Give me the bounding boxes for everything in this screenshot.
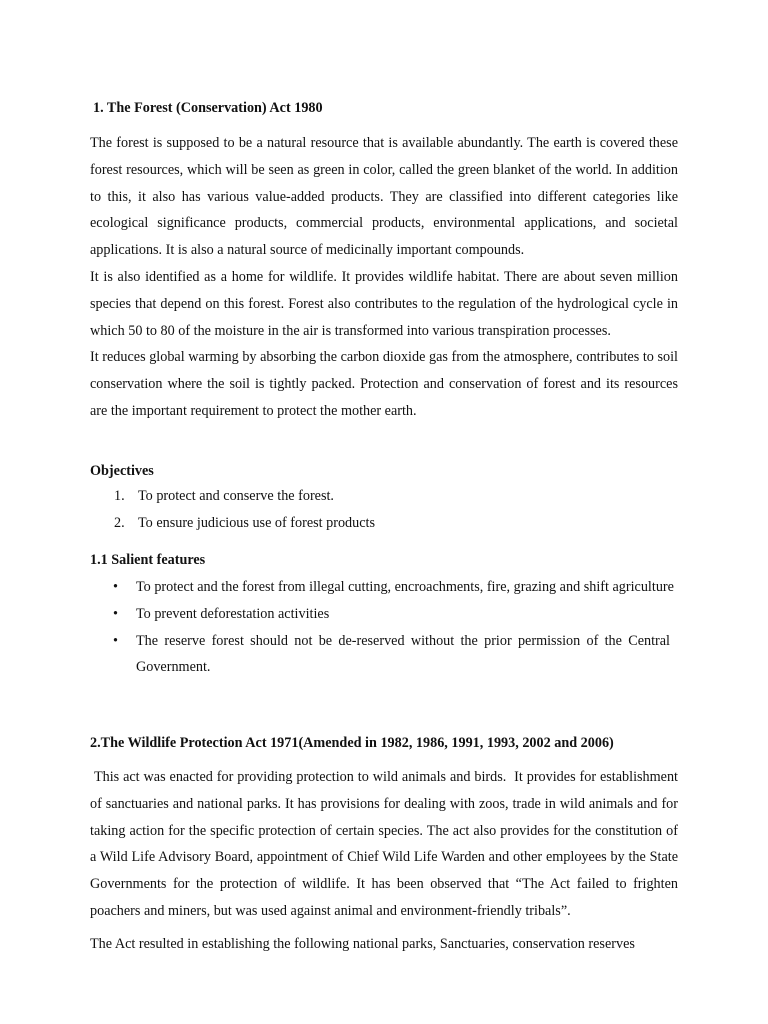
list-item <box>90 510 678 537</box>
bullet-icon: • <box>113 605 118 622</box>
objectives-heading-block <box>90 462 678 480</box>
list-number: 1. <box>114 488 125 504</box>
objectives-heading: Objectives <box>90 463 154 479</box>
section-2-heading-block <box>90 734 678 752</box>
section-2-paragraph-1: This act was enacted for providing protection to wild animals and birds. It provides for establishment of sanctuaries and national parks. It has provisions for dealing with zoos, trade in wild animals and for taking action for the specific protection of certain species. The act also provides for the constitution of a Wild Life Advisory Board, appointment of Chief Wild Life Warden and other employees by the State Governments for the protection of wildlife. It has been observed that “The Act failed to frighten poachers and miners, but was used against animal and environment-friendly tribals”. <box>90 769 682 919</box>
section-1-body <box>90 130 678 425</box>
section-1-paragraph-3: It reduces global warming by absorbing the carbon dioxide gas from the atmosphere, contributes to soil conservation where the soil is tightly packed. Protection and conservation of forest and its resources are the important requirement to protect the mother earth. <box>90 349 678 419</box>
list-item <box>90 628 678 682</box>
section-1-heading: 1. The Forest (Conservation) Act 1980 <box>93 100 323 116</box>
salient-heading-block <box>90 551 678 569</box>
list-item-text: To protect and conserve the forest. <box>138 488 334 504</box>
objectives-list <box>90 483 678 537</box>
salient-features-heading: 1.1 Salient features <box>90 552 206 568</box>
section-2-paragraph-2: The Act resulted in establishing the following national parks, Sanctuaries, conservation reserves <box>90 935 635 952</box>
list-item-text: To protect and the forest from illegal cutting, encroachments, fire, grazing and shift agriculture <box>136 579 674 595</box>
objectives-list-block <box>90 483 678 537</box>
bullet-icon: • <box>113 579 118 595</box>
list-number: 2. <box>114 514 125 531</box>
salient-list-block <box>90 574 678 681</box>
section-1-paragraph-1: The forest is supposed to be a natural resource that is available abundantly. The earth is covered these forest resources, which will be seen as green in color, called the green blanket of the world. In addition to this, it also has various value-added products. They are classified into different categories like ecological significance products, commercial products, environmental applications, and societal applications. It is also a natural source of medicinally important compounds. <box>90 135 678 259</box>
list-item-text: To prevent deforestation activities <box>136 605 330 622</box>
list-item-text: The reserve forest should not be de-reserved without the prior permission of the Central Government. <box>136 632 670 676</box>
section-1-paragraph-2: It is also identified as a home for wildlife. It provides wildlife habitat. There are about seven million species that depend on this forest. Forest also contributes to the regulation of the hydrological cycle in which 50 to 80 of the moisture in the air is transformed into various transpiration processes. <box>90 268 678 339</box>
list-item <box>90 483 678 510</box>
section-1-heading-block <box>90 99 678 117</box>
bullet-icon: • <box>113 632 118 649</box>
list-item-text: To ensure judicious use of forest products <box>138 514 375 531</box>
list-item <box>90 574 678 601</box>
salient-features-list <box>90 574 678 681</box>
section-2-heading: 2.The Wildlife Protection Act 1971(Amended in 1982, 1986, 1991, 1993, 2002 and 2006) <box>90 735 614 751</box>
list-item <box>90 601 678 628</box>
section-2-body <box>90 764 682 958</box>
